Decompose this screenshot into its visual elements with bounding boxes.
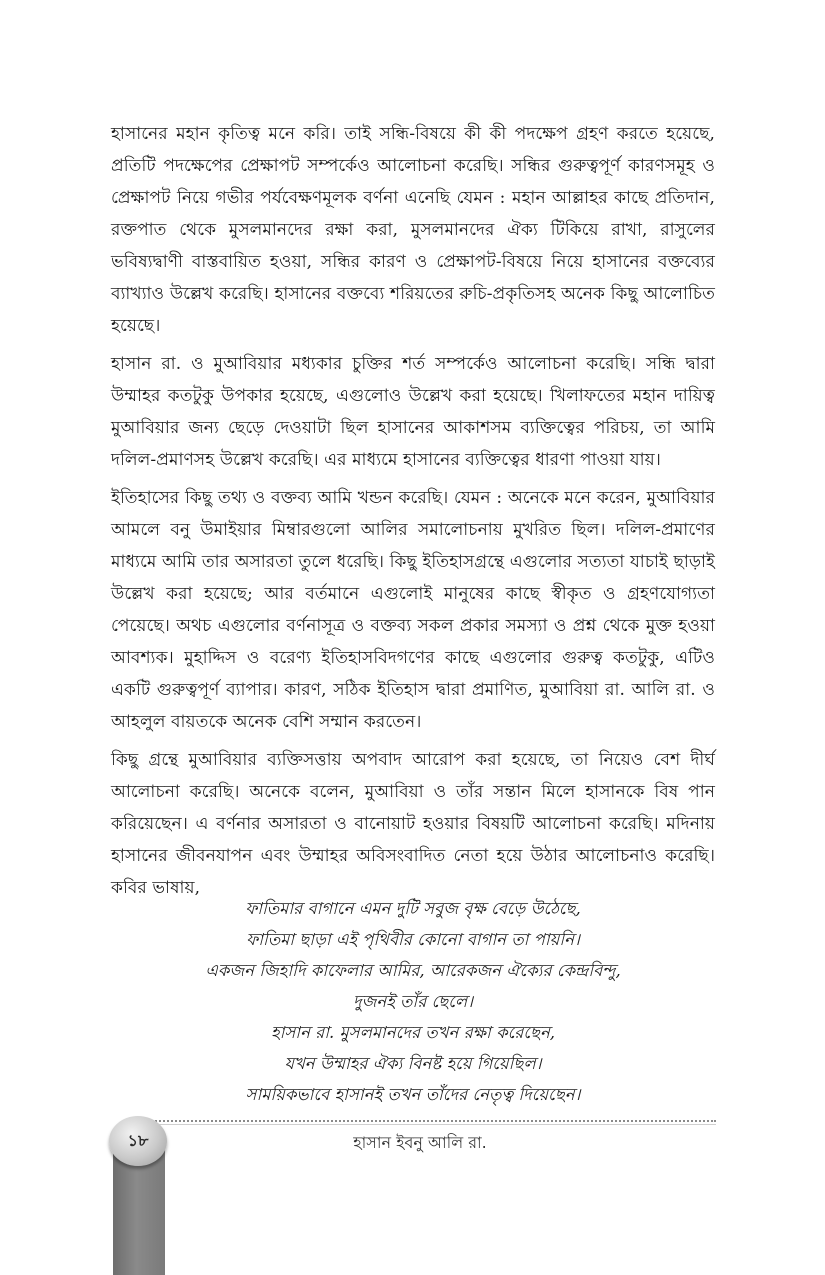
page-number-badge	[109, 1116, 167, 1166]
paragraph-3: ইতিহাসের কিছু তথ্য ও বক্তব্য আমি খন্ডন করেছি। যেমন : অনেকে মনে করেন, মুআবিয়ার আমলে বনু উমাইয়ার মিম্বারগুলো আলির সমালোচনায় মুখরিত ছিল। দলিল-প্রমাণের মাধ্যমে আমি তার অসারতা তুলে ধরেছি। কিছু ইতিহাসগ্রন্থে এগুলোর সত্যতা যাচাই ছাড়াই উল্লেখ করা হয়েছে; আর বর্তমানে এগুলোই মানুষের কাছে স্বীকৃত ও গ্রহণযোগ্যতা পেয়েছে। অথচ এগুলোর বর্ণনাসূত্র ও বক্তব্য সকল প্রকার সমস্যা ও প্রশ্ন থেকে মুক্ত হওয়া আবশ্যক। মুহাদ্দিস ও বরেণ্য ইতিহাসবিদগণের কাছে এগুলোর গুরুত্ব কতটুকু, এটিও একটি গুরুত্বপূর্ণ ব্যাপার। কারণ, সঠিক ইতিহাস দ্বারা প্রমাণিত, মুআবিয়া রা. আলি রা. ও আহলুল বায়তকে অনেক বেশি সম্মান করতেন।	[111, 488, 715, 732]
footer-divider-shadow	[140, 1124, 716, 1125]
body-text	[111, 118, 715, 910]
poem-line-7: সাময়িকভাবে হাসানই তখন তাঁদের নেতৃত্ব দিয়েছেন।	[245, 1085, 581, 1104]
poem-line-5: হাসান রা. মুসলমানদের তখন রক্ষা করেছেন,	[270, 1023, 556, 1042]
footer-divider	[140, 1120, 716, 1122]
paragraph-4: কিছু গ্রন্থে মুআবিয়ার ব্যক্তিসত্তায় অপবাদ আরোপ করা হয়েছে, তা নিয়েও বেশ দীর্ঘ আলোচনা করেছি। অনেকে বলেন, মুআবিয়া ও তাঁর সন্তান মিলে হাসানকে বিষ পান করিয়েছেন। এ বর্ণনার অসারতা ও বানোয়াট হওয়ার বিষয়টি আলোচনা করেছি। মদিনায় হাসানের জীবনযাপন এবং উম্মাহর অবিসংবাদিত নেতা হয়ে উঠার আলোচনাও করেছি। কবির ভাষায়,	[111, 750, 715, 898]
poem-line-3: একজন জিহাদি কাফেলার আমির, আরেকজন ঐক্যের কেন্দ্রবিন্দু,	[205, 961, 621, 980]
poem-line-2: ফাতিমা ছাড়া এই পৃথিবীর কোনো বাগান তা পায়নি।	[246, 930, 580, 949]
poem-line-4: দুজনই তাঁর ছেলে।	[352, 992, 474, 1011]
poem-line-6: যখন উম্মাহর ঐক্য বিনষ্ট হয়ে গিয়েছিল।	[284, 1054, 542, 1073]
running-title: হাসান ইবনু আলি রা.	[353, 1133, 487, 1152]
paragraph-1: হাসানের মহান কৃতিত্ব মনে করি। তাই সন্ধি-বিষয়ে কী কী পদক্ষেপ গ্রহণ করতে হয়েছে, প্রতিটি পদক্ষেপের প্রেক্ষাপট সম্পর্কেও আলোচনা করেছি। সন্ধির গুরুত্বপূর্ণ কারণসমূহ ও প্রেক্ষাপট নিয়ে গভীর পর্যবেক্ষণমূলক বর্ণনা এনেছি যেমন : মহান আল্লাহর কাছে প্রতিদান, রক্তপাত থেকে মুসলমানদের রক্ষা করা, মুসলমানদের ঐক্য টিকিয়ে রাখা, রাসুলের ভবিষ্যদ্বাণী বাস্তবায়িত হওয়া, সন্ধির কারণ ও প্রেক্ষাপট-বিষয়ে নিয়ে হাসানের বক্তব্যের ব্যাখ্যাও উল্লেখ করেছি। হাসানের বক্তব্যে শরিয়তের রুচি-প্রকৃতিসহ অনেক কিছু আলোচিত হয়েছে।	[111, 124, 715, 336]
poem-block	[111, 893, 715, 1110]
page-number: ১৮	[127, 1130, 149, 1150]
poem-line-1: ফাতিমার বাগানে এমন দুটি সবুজ বৃক্ষ বেড়ে উঠেছে,	[245, 899, 581, 918]
paragraph-2: হাসান রা. ও মুআবিয়ার মধ্যকার চুক্তির শর্ত সম্পর্কেও আলোচনা করেছি। সন্ধি দ্বারা উম্মাহর কতটুকু উপকার হয়েছে, এগুলোও উল্লেখ করা হয়েছে। খিলাফতের মহান দায়িত্ব মুআবিয়ার জন্য ছেড়ে দেওয়াটা ছিল হাসানের আকাশসম ব্যক্তিত্বের পরিচয়, তা আমি দলিল-প্রমাণসহ উল্লেখ করেছি। এর মাধ্যমে হাসানের ব্যক্তিত্বের ধারণা পাওয়া যায়।	[111, 354, 715, 470]
